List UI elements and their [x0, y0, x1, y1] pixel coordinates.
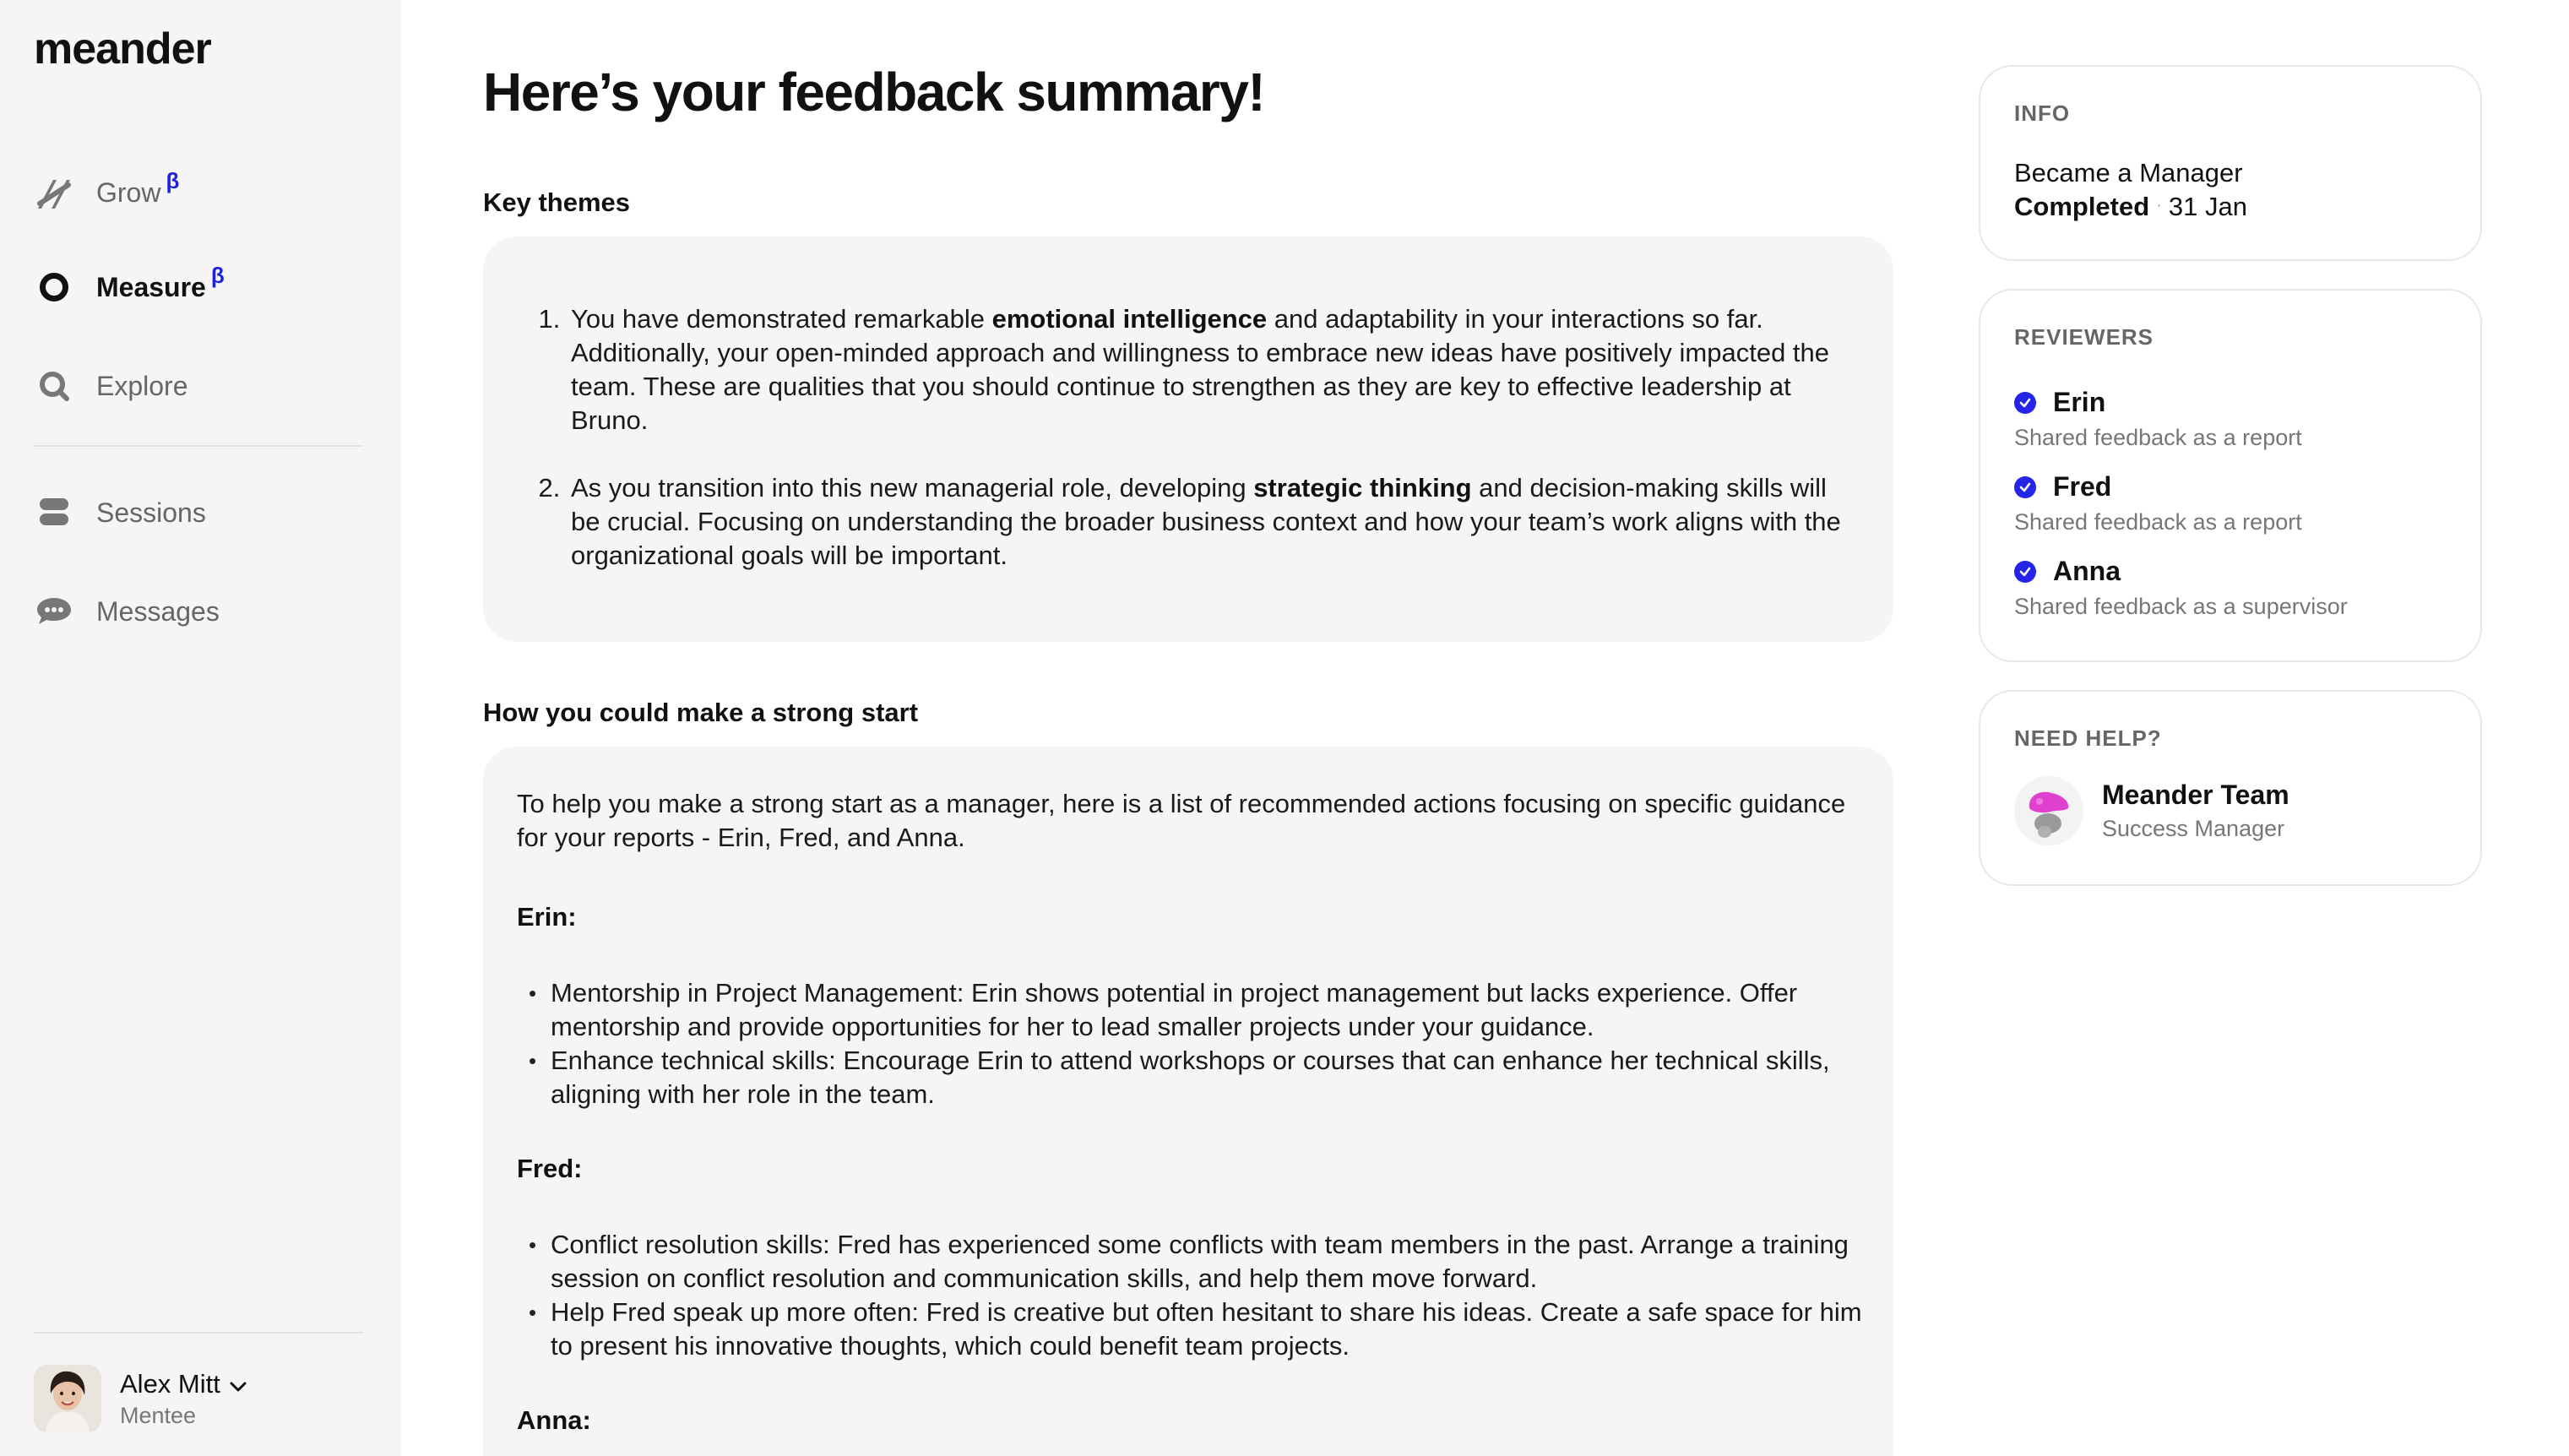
- check-circle-icon: [2014, 392, 2036, 414]
- nav-label-sessions: Sessions: [96, 497, 206, 528]
- nav-label-explore: Explore: [96, 370, 188, 401]
- theme-item: 1. You have demonstrated remarkable emotional intelligence and adaptability in your interactions so far. Additionally, your open-minded approach and willingness to embrace new ideas have positively impacted the team. These are qualities that you should continue to strengthen as they are key to effective leadership at Bruno.: [568, 302, 1860, 437]
- nav-divider: [34, 445, 363, 447]
- separator-dot: ·: [2156, 196, 2162, 215]
- nav-label-messages: Messages: [96, 595, 220, 627]
- nav-item-grow[interactable]: [34, 166, 179, 220]
- info-status-line: [2014, 192, 2247, 222]
- reviewer-detail: Shared feedback as a report: [2014, 509, 2302, 535]
- action-item: • Help Fred speak up more often: Fred is creative but often hesitant to share his ideas. Create a safe space for him to present his innovative thoughts, which could benefit team projects.: [551, 1296, 1868, 1363]
- reviewer-name: Erin: [2053, 387, 2106, 417]
- messages-icon: [34, 591, 74, 632]
- person-heading-fred: Fred:: [517, 1154, 583, 1183]
- key-themes-list: [568, 302, 1860, 606]
- beta-badge: β: [166, 167, 180, 193]
- info-panel: [1979, 65, 2482, 261]
- measure-icon: [34, 267, 74, 307]
- status-badge: Completed: [2014, 192, 2150, 221]
- strong-start-intro: To help you make a strong start as a manager, here is a list of recommended actions focusing on specific guidance for your reports - Erin, Fred, and Anna.: [517, 789, 1846, 852]
- nav-item-messages[interactable]: [34, 584, 220, 638]
- help-heading: NEED HELP?: [2014, 725, 2162, 751]
- check-circle-icon: [2014, 561, 2036, 583]
- grow-icon: [34, 172, 74, 213]
- reviewer-name: Fred: [2053, 471, 2112, 502]
- action-item: • Conflict resolution skills: Fred has experienced some conflicts with team members in the past. Arrange a training session on conflict resolution and communication skills, and help them move forward.: [551, 1228, 1868, 1296]
- page-title: Here’s your feedback summary!: [483, 62, 1265, 122]
- team-avatar: [2014, 776, 2083, 845]
- erin-actions: [551, 976, 1868, 1111]
- reviewer-item[interactable]: [2014, 387, 2302, 451]
- search-icon: [34, 366, 74, 406]
- reviewer-detail: Shared feedback as a report: [2014, 425, 2302, 450]
- reviewers-panel: [1979, 289, 2482, 662]
- user-role: Mentee: [120, 1402, 197, 1428]
- strong-start-heading: How you could make a strong start: [483, 698, 919, 727]
- help-contact-name: Meander Team: [2102, 780, 2289, 810]
- nav-label-measure: Measure: [96, 271, 206, 302]
- avatar: [34, 1365, 101, 1432]
- nav-item-measure[interactable]: [34, 260, 225, 314]
- chevron-down-icon[interactable]: [229, 1369, 247, 1399]
- reviewer-item[interactable]: [2014, 471, 2302, 535]
- help-panel: [1979, 690, 2482, 886]
- action-item: • Enhance technical skills: Encourage Erin to attend workshops or courses that can enhance her technical skills, aligning with her role in the team.: [551, 1044, 1868, 1111]
- action-item: • Mentorship in Project Management: Erin shows potential in project management but lacks experience. Offer mentorship and provide opportunities for her to lead smaller projects under your guidance.: [551, 976, 1868, 1044]
- info-date: 31 Jan: [2168, 192, 2247, 221]
- user-divider: [34, 1332, 363, 1334]
- theme-item: 2. As you transition into this new managerial role, developing strategic thinking and decision-making skills will be crucial. Focusing on understanding the broader business context and how your team’s work aligns with the organizational goals will be important.: [568, 471, 1860, 573]
- reviewer-name: Anna: [2053, 556, 2121, 586]
- theme-highlight: strategic thinking: [1253, 473, 1472, 503]
- user-name: Alex Mitt: [120, 1368, 220, 1399]
- theme-highlight: emotional intelligence: [991, 304, 1268, 334]
- beta-badge: β: [210, 262, 225, 288]
- reviewer-item[interactable]: [2014, 556, 2348, 620]
- person-heading-anna: Anna:: [517, 1405, 591, 1435]
- check-circle-icon: [2014, 476, 2036, 498]
- fred-actions: [551, 1228, 1868, 1363]
- key-themes-heading: Key themes: [483, 187, 631, 217]
- info-event: Became a Manager: [2014, 158, 2243, 187]
- reviewer-detail: Shared feedback as a supervisor: [2014, 594, 2348, 619]
- person-heading-erin: Erin:: [517, 902, 577, 932]
- nav-item-explore[interactable]: [34, 359, 188, 413]
- help-contact[interactable]: [2014, 776, 2289, 845]
- sessions-icon: [34, 492, 74, 533]
- nav-item-sessions[interactable]: [34, 486, 206, 540]
- app-logo[interactable]: meander: [34, 24, 211, 73]
- key-themes-card: [483, 236, 1893, 642]
- strong-start-card: [483, 747, 1893, 1456]
- user-menu[interactable]: [34, 1365, 247, 1432]
- help-contact-role: Success Manager: [2102, 816, 2285, 841]
- sidebar: [0, 0, 401, 1456]
- info-heading: INFO: [2014, 101, 2071, 126]
- reviewers-heading: REVIEWERS: [2014, 324, 2154, 350]
- nav-label-grow: Grow: [96, 177, 161, 208]
